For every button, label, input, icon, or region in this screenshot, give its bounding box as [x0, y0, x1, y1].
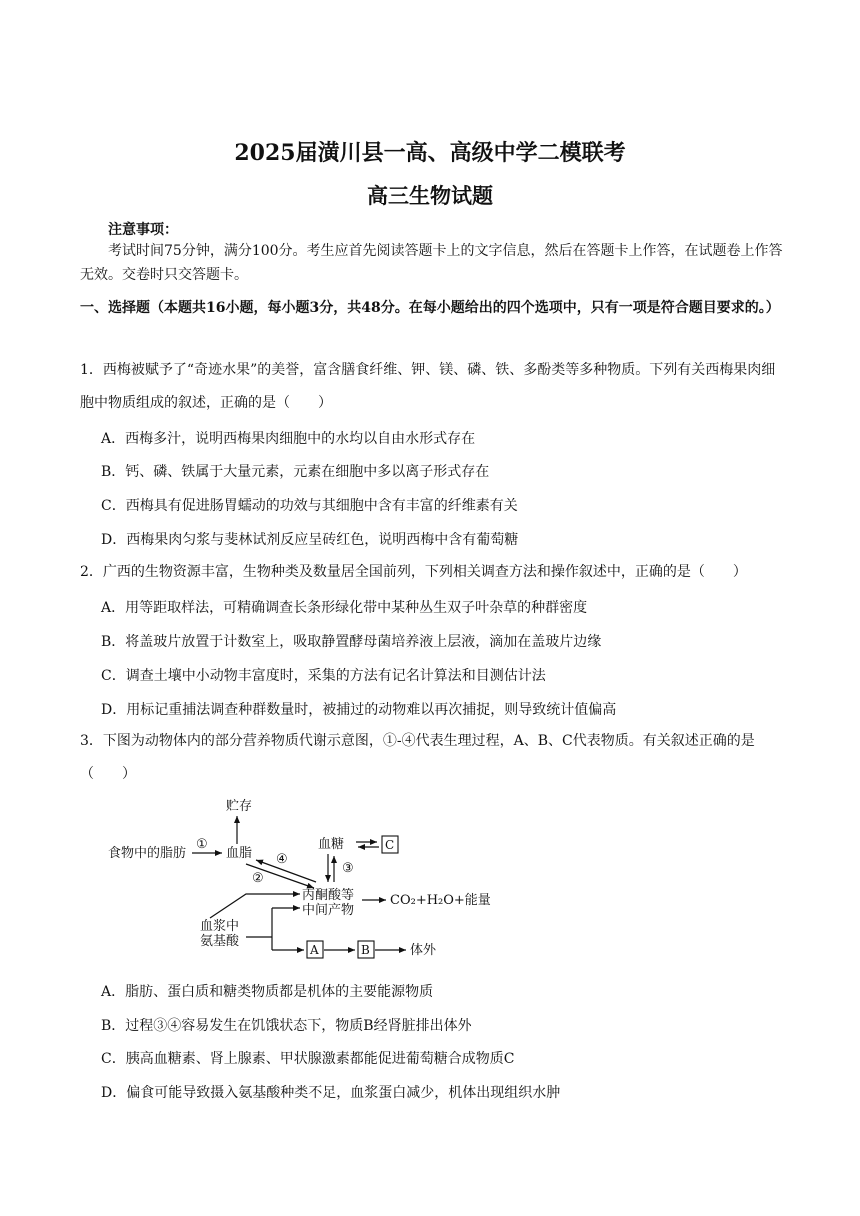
- question-3-stem: 3．下图为动物体内的部分营养物质代谢示意图，①-④代表生理过程，A、B、C代表物质。有关叙述正确的是（ ）: [80, 733, 755, 782]
- question-3-option-d: D．偏食可能导致摄入氨基酸种类不足，血浆蛋白减少，机体出现组织水肿: [101, 1085, 561, 1101]
- label-outside: 体外: [410, 943, 437, 958]
- section-heading: 一、选择题（本题共16小题，每小题3分，共48分。在每小题给出的四个选项中，只有一项是符合题目要求的。）: [80, 300, 780, 316]
- question-2-option-d: D．用标记重捕法调查种群数量时，被捕过的动物难以再次捕捉，则导致统计值偏高: [101, 702, 617, 718]
- label-step-1: ①: [196, 837, 208, 852]
- label-products: CO₂+H₂O+能量: [390, 893, 491, 908]
- question-1-option-d: D．西梅果肉匀浆与斐林试剂反应呈砖红色，说明西梅中含有葡萄糖: [101, 532, 519, 548]
- question-2-option-a: A．用等距取样法，可精确调查长条形绿化带中某种丛生双子叶杂草的种群密度: [101, 600, 588, 616]
- question-1-option-a: A．西梅多汁，说明西梅果肉细胞中的水均以自由水形式存在: [101, 431, 476, 447]
- exam-title: 2025届潢川县一高、高级中学二模联考: [234, 140, 626, 166]
- exam-subtitle: 高三生物试题: [367, 183, 493, 208]
- label-box-a: A: [310, 943, 319, 957]
- question-3-option-a: A．脂肪、蛋白质和糖类物质都是机体的主要能源物质: [101, 984, 434, 1000]
- question-3-option-b: B．过程③④容易发生在饥饿状态下，物质B经肾脏排出体外: [101, 1018, 472, 1034]
- label-step-2: ②: [252, 871, 264, 886]
- question-1-option-b: B．钙、磷、铁属于大量元素，元素在细胞中多以离子形式存在: [101, 464, 490, 480]
- label-pyruvate-line-2: 中间产物: [302, 903, 355, 918]
- notice-heading: 注意事项：: [108, 222, 178, 238]
- label-blood-lipid: 血脂: [226, 846, 253, 861]
- metabolism-diagram: [100, 796, 500, 968]
- notice-text: 考试时间75分钟，满分100分。考生应首先阅读答题卡上的文字信息，然后在答题卡上作答，在试题卷上作答无效。交卷时只交答题卡。: [80, 243, 783, 283]
- question-2-stem: 2．广西的生物资源丰富，生物种类及数量居全国前列，下列相关调查方法和操作叙述中，正确的是（ ）: [80, 564, 747, 580]
- label-step-4: ④: [276, 852, 288, 867]
- label-box-b: B: [361, 943, 370, 957]
- label-plasma-line-1: 血浆中: [200, 919, 240, 934]
- question-2-option-b: B．将盖玻片放置于计数室上，吸取静置酵母菌培养液上层液，滴加在盖玻片边缘: [101, 634, 602, 650]
- question-3-option-c: C．胰高血糖素、肾上腺素、甲状腺激素都能促进葡萄糖合成物质C: [101, 1051, 515, 1067]
- label-pyruvate-line-1: 丙酮酸等: [302, 888, 355, 903]
- question-2-option-c: C．调查土壤中小动物丰富度时，采集的方法有记名计算法和目测估计法: [101, 668, 546, 684]
- label-step-3: ③: [342, 861, 354, 876]
- question-1-stem: 1．西梅被赋予了“奇迹水果”的美誉，富含膳食纤维、钾、镁、磷、铁、多酚类等多种物质。下列有关西梅果肉细胞中物质组成的叙述，正确的是（ ）: [80, 362, 776, 411]
- label-blood-sugar: 血糖: [318, 837, 345, 852]
- label-box-c: C: [385, 838, 395, 852]
- question-1-option-c: C．西梅具有促进肠胃蠕动的功效与其细胞中含有丰富的纤维素有关: [101, 498, 518, 514]
- label-food-fat: 食物中的脂肪: [108, 846, 187, 861]
- label-plasma-line-2: 氨基酸: [200, 934, 240, 949]
- label-storage: 贮存: [226, 799, 253, 814]
- arrow-aa-to-pyruvate-upper: [210, 894, 300, 918]
